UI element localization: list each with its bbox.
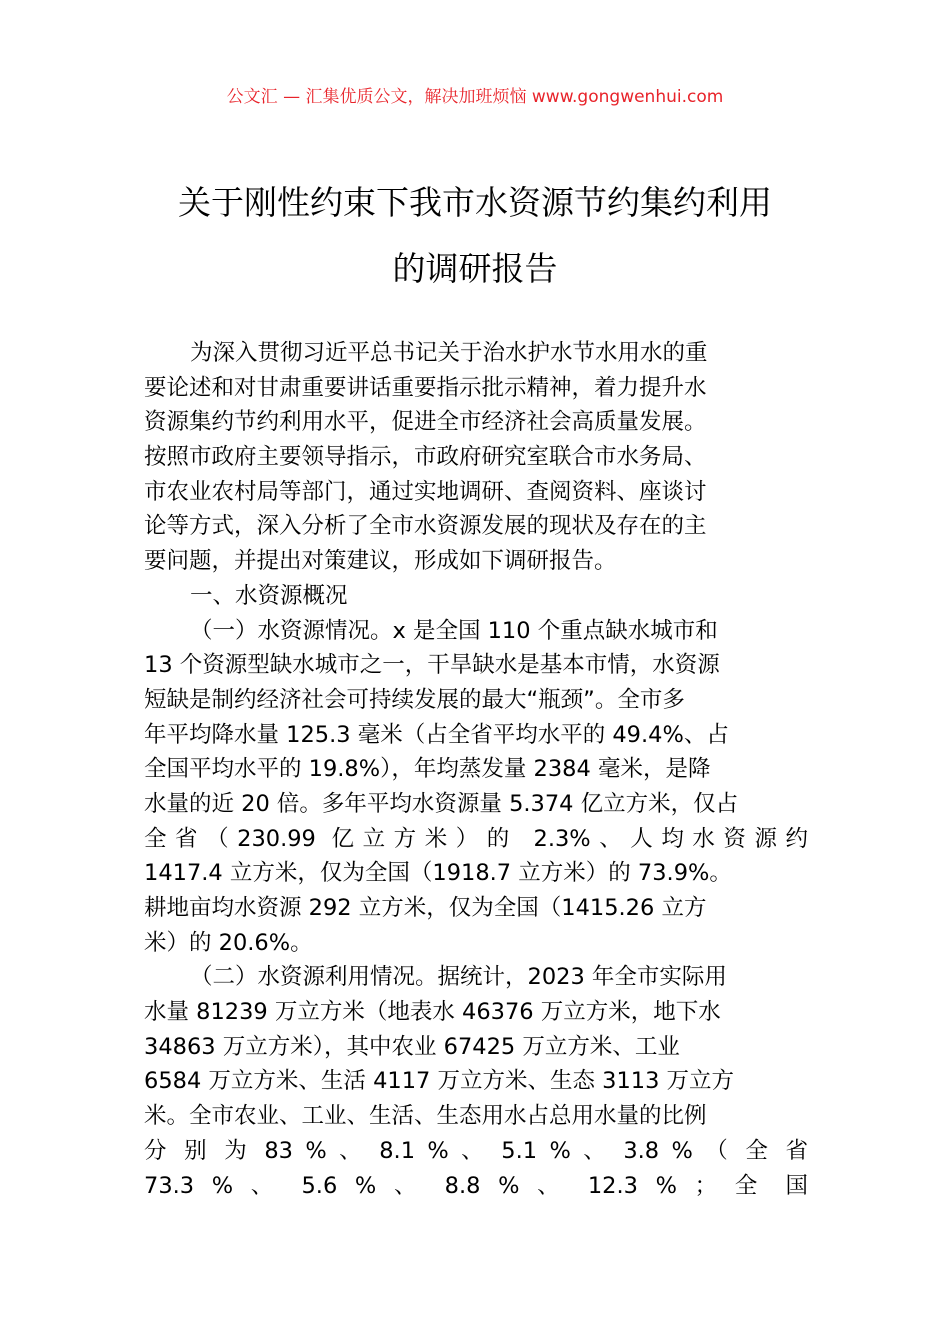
body-line: 为深入贯彻习近平总书记关于治水护水节水用水的重: [190, 340, 708, 366]
body-line: 米。全市农业、工业、生活、生态用水占总用水量的比例: [144, 1103, 707, 1130]
body-line: 73.3 % 、 5.6 % 、 8.8 % 、 12.3 % ； 全 国: [144, 1172, 808, 1199]
body-line: 耕地亩均水资源 292 立方米，仅为全国（1415.26 立方: [144, 895, 707, 921]
body-line: 1417.4 立方米，仅为全国（1918.7 立方米）的 73.9%。: [144, 860, 732, 887]
body-line: （二）水资源利用情况。据统计，2023 年全市实际用: [190, 964, 727, 991]
body-line: 分 别 为 83 % 、 8.1 % 、 5.1 % 、 3.8 % （ 全 省: [144, 1137, 808, 1164]
body-line: 年平均降水量 125.3 毫米（占全省平均水平的 49.4%、占: [144, 721, 729, 748]
body-line: （一）水资源情况。x 是全国 110 个重点缺水城市和: [190, 617, 718, 644]
body-line: 论等方式，深入分析了全市水资源发展的现状及存在的主: [144, 513, 707, 540]
body-line: 资源集约节约利用水平，促进全市经济社会高质量发展。: [144, 409, 707, 436]
body-line: 水量的近 20 倍。多年平均水资源量 5.374 亿立方米，仅占: [144, 790, 739, 817]
body-line: 6584 万立方米、生活 4117 万立方米、生态 3113 万立方: [144, 1068, 735, 1095]
body-line: 13 个资源型缺水城市之一，干旱缺水是基本市情，水资源: [144, 652, 720, 679]
section-heading: 一、水资源概况: [190, 582, 348, 609]
document-title-line-1: 关于刚性约束下我市水资源节约集约利用: [178, 183, 772, 222]
document-body: [144, 336, 808, 1203]
body-line: 米）的 20.6%。: [144, 929, 313, 956]
body-line: 水量 81239 万立方米（地表水 46376 万立方米，地下水: [144, 999, 721, 1026]
body-line: 全省（230.99 亿立方米）的 2.3%、人均水资源约: [144, 825, 808, 852]
body-line: 按照市政府主要领导指示，市政府研究室联合市水务局、: [144, 444, 707, 471]
body-line: 要论述和对甘肃重要讲话重要指示批示精神，着力提升水: [144, 374, 707, 401]
document-title-line-2: 的调研报告: [392, 249, 558, 288]
site-header-banner[interactable]: 公文汇 — 汇集优质公文，解决加班烦恼 www.gongwenhui.com: [226, 87, 724, 107]
body-line: 34863 万立方米），其中农业 67425 万立方米、工业: [144, 1033, 680, 1060]
body-line: 短缺是制约经济社会可持续发展的最大“瓶颈”。全市多: [144, 686, 685, 713]
body-line: 市农业农村局等部门，通过实地调研、查阅资料、座谈讨: [144, 478, 707, 505]
body-line: 要问题，并提出对策建议，形成如下调研报告。: [144, 548, 617, 575]
body-line: 全国平均水平的 19.8%），年均蒸发量 2384 毫米，是降: [144, 756, 711, 783]
